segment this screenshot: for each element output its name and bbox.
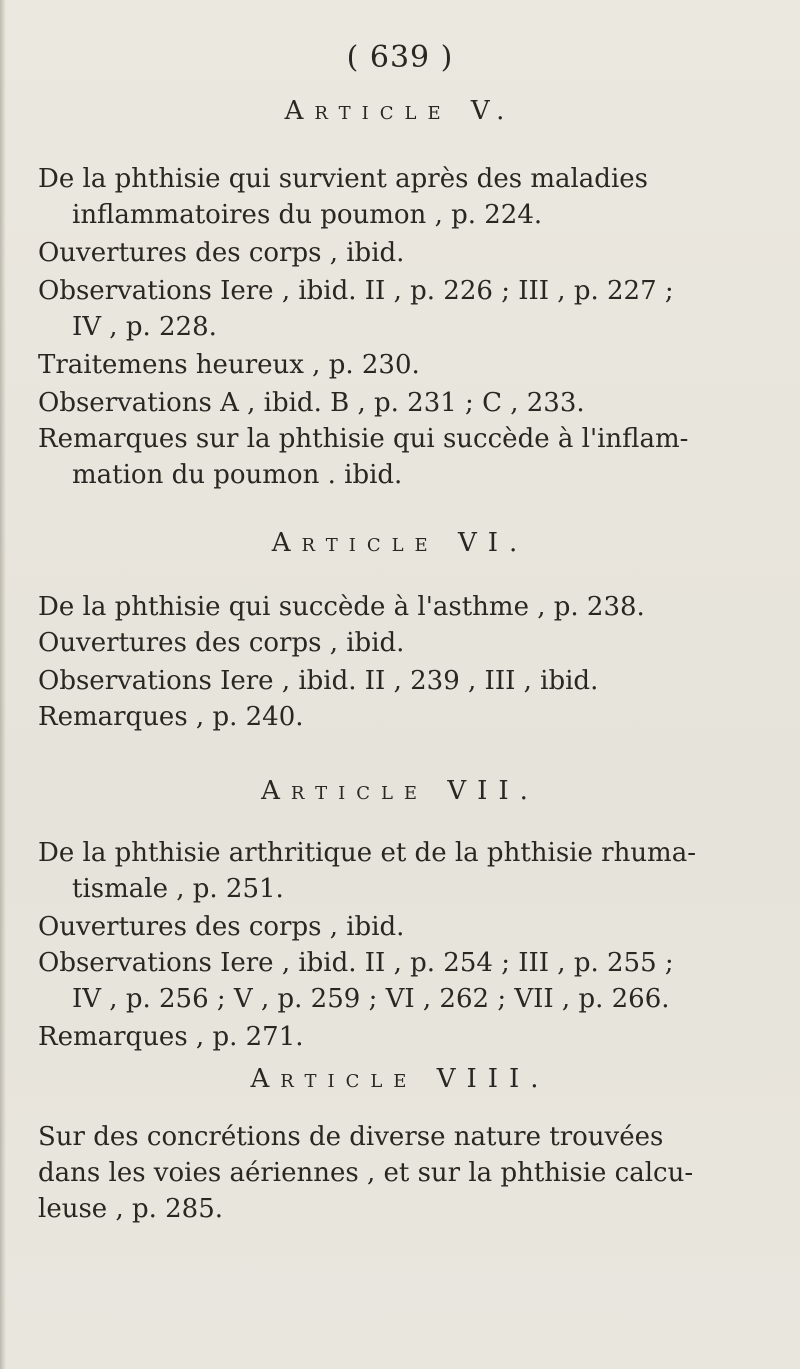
article-8-heading: Article VIII. bbox=[250, 1064, 550, 1094]
article-5-entry-3-line-1 bbox=[38, 278, 674, 304]
article-7-entry-3-line-2: IV , p. 256 ; V , p. 259 ; VI , 262 ; VII , p. 266. bbox=[72, 984, 670, 1014]
article-5-entry-1-line-1: De la phthisie qui survient après des maladies bbox=[38, 164, 648, 194]
article-6-heading: Article VI. bbox=[271, 528, 529, 558]
article-5-entry-1-line-2: inflammatoires du poumon , p. 224. bbox=[72, 200, 543, 230]
article-5-entry-2 bbox=[38, 240, 404, 266]
page-edge-shadow bbox=[0, 0, 6, 1369]
article-5-entry-2-text: Ouvertures des corps , ibid. bbox=[38, 238, 405, 268]
article-6-entry-3: Observations Iere , ibid. II , 239 , III , ibid. bbox=[38, 666, 599, 696]
article-5-heading: Article V. bbox=[284, 96, 516, 126]
article-7-entry-3-line-1: Observations Iere , ibid. II , p. 254 ; III , p. 255 ; bbox=[38, 948, 674, 978]
article-5-entry-6-line-2: mation du poumon . ibid. bbox=[72, 460, 403, 490]
article-8-entry-1-line-1: Sur des concrétions de diverse nature trouvées bbox=[38, 1122, 664, 1152]
article-5-entry-4: Traitemens heureux , p. 230. bbox=[38, 350, 420, 380]
article-7-entry-1-line-2: tismale , p. 251. bbox=[72, 874, 284, 904]
article-7-entry-1-line-1: De la phthisie arthritique et de la phthisie rhuma- bbox=[38, 838, 696, 868]
page-number: ( 639 ) bbox=[346, 40, 454, 75]
article-5-entry-3-line-2: IV , p. 228. bbox=[72, 312, 217, 342]
article-7-entry-2: Ouvertures des corps , ibid. bbox=[38, 912, 405, 942]
article-6-entry-1: De la phthisie qui succède à l'asthme , p. 238. bbox=[38, 592, 645, 622]
article-6-entry-2: Ouvertures des corps , ibid. bbox=[38, 628, 405, 658]
article-7-heading: Article VII. bbox=[261, 776, 539, 806]
article-8-entry-1-line-2: dans les voies aériennes , et sur la phthisie calcu- bbox=[38, 1158, 694, 1188]
article-5-entry-5: Observations A , ibid. B , p. 231 ; C , 233. bbox=[38, 388, 585, 418]
article-8-entry-1-line-3: leuse , p. 285. bbox=[38, 1194, 224, 1224]
article-6-entry-4: Remarques , p. 240. bbox=[38, 702, 304, 732]
article-5-entry-3-text: Observations Iere , ibid. II , p. 226 ; III , p. 227 ; bbox=[38, 276, 674, 306]
article-5-entry-6-line-1: Remarques sur la phthisie qui succède à l'inflam- bbox=[38, 424, 689, 454]
article-7-entry-4: Remarques , p. 271. bbox=[38, 1022, 304, 1052]
